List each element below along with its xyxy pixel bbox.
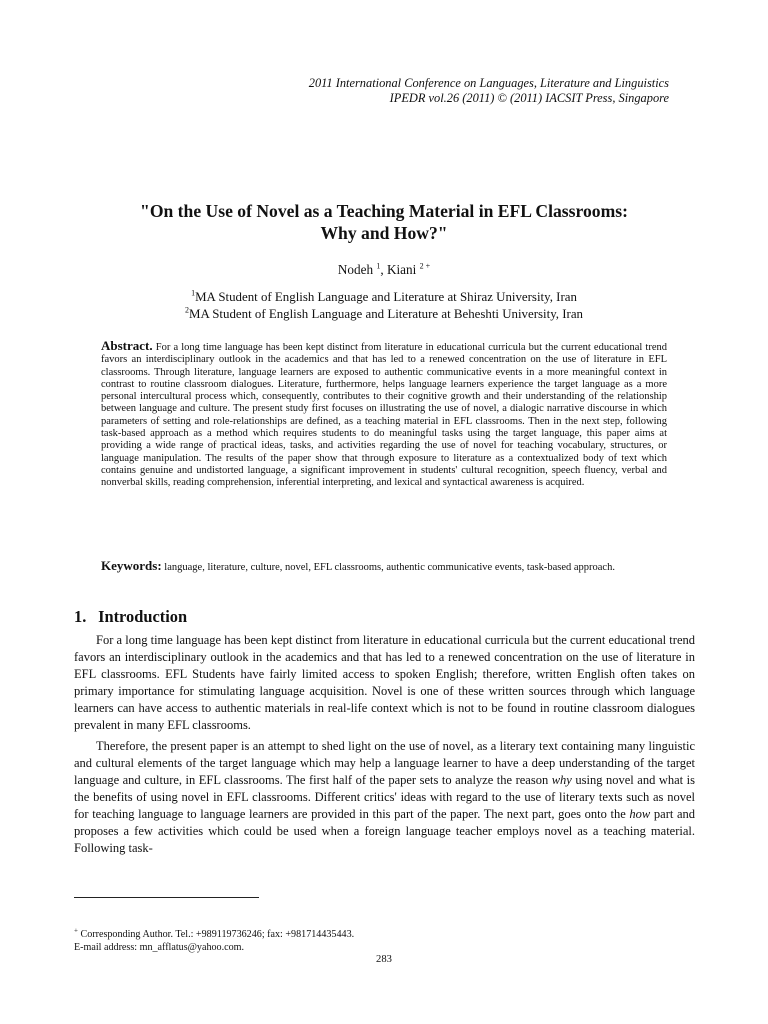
affiliation-1: [74, 289, 694, 306]
footnote-line-1: [74, 928, 574, 941]
body-paragraph: [74, 632, 695, 735]
page-number: 283: [376, 954, 392, 965]
affiliations: [74, 289, 694, 323]
keywords-label: Keywords:: [101, 558, 162, 573]
body-text: [74, 632, 695, 860]
abstract-text: For a long time language has been kept distinct from literature in educational curricula but the current educational trend favors an interdisciplinary outlook in the academics and that has led to a renewed concentration on the use of literature in EFL classrooms. Through literature, language learners are exposed to authentic communicative events in a more meaningful context in contrast to routine classroom dialogues. Literature, furthermore, helps language learners experience the target language as a more personal intercultural process which, consequently, contributes to their cognitive growth and their understanding of the relationship between language and culture. The present study first focuses on illustrating the use of novel, a dialogic narrative discourse in which parameters of setting and role-relationships are defined, as a teaching material in EFL classrooms. Then in the next step, following task-based approach as a method which requires students to do meaningful tasks using the target language, this paper aims at providing a wide range of practical ideas, tasks, and activities regarding the use of novel for teaching vocabulary, structures, or language manipulation. The results of the paper show that through exposure to literature as a contextualized body of text which contains genuine and undistorted language, a significant improvement in students' cultural recognition, speech fluency, verbal and nonverbal skills, reading comprehension, inferential interpreting, and lexical and syntactical awareness is acquired.: [101, 342, 668, 489]
emphasis-text: how: [629, 806, 651, 821]
conference-header: [69, 76, 669, 106]
affiliation-2-marker: 2: [184, 305, 189, 315]
affiliation-1-text: MA Student of English Language and Literature at Shiraz University, Iran: [195, 290, 577, 304]
author-separator: ,: [380, 262, 387, 277]
keywords-text: language, literature, culture, novel, EFL classrooms, authentic communicative events, task-based approach.: [164, 562, 615, 573]
section-title: Introduction: [98, 607, 188, 626]
abstract-label: Abstract.: [101, 338, 153, 353]
body-paragraph: [74, 738, 695, 858]
affiliation-2-text: MA Student of English Language and Literature at Beheshti University, Iran: [188, 307, 584, 321]
section-heading: [74, 607, 187, 627]
author-1-name: Nodeh: [337, 262, 374, 277]
footnote-marker: +: [74, 926, 78, 935]
footnote-contact: Corresponding Author. Tel.: +989119736246; fax: +981714435443.: [77, 929, 355, 940]
footnote-email: E-mail address: mn_afflatus@yahoo.com.: [74, 942, 245, 953]
section-number: 1.: [74, 607, 87, 626]
author-1-marker: 1: [376, 261, 381, 271]
affiliation-2: [74, 306, 694, 323]
keywords: [101, 560, 667, 575]
paragraph-text: For a long time language has been kept distinct from literature in educational curricula but the current educational trend favors an interdisciplinary outlook in the academics and that has led to a renewed concentration on the use of literature in EFL classrooms. EFL Students have fairly limited access to spoken English; therefore, written English often takes on primary importance for stimulating language acquisition. Novel is one of these written sources through which language learners can have access to authentic materials in real-life context which is not to be found in routine classroom dialogues prevalent in many EFL classrooms.: [74, 633, 695, 733]
author-2-marker: 2 +: [419, 261, 431, 271]
paragraph-text: Therefore, the present paper is an attempt to shed light on the use of novel, as a literary text containing many linguistic and cultural elements of the target language which may help a language learner to have a deep understanding of the target language and culture, in EFL classrooms. The first half of the paper sets to analyze the reason: [74, 738, 695, 787]
paragraph-text: using novel and what is the benefits of using novel in EFL classrooms. Different critics' ideas with regard to the use of literary texts such as novel for teaching language to language learners are provided in this part of the paper. The next part, goes onto the: [74, 772, 695, 821]
affiliation-1-marker: 1: [191, 288, 196, 298]
abstract: [101, 340, 667, 490]
title-line-2: Why and How?": [320, 223, 448, 243]
footnote-rule: [74, 897, 259, 898]
author-2-name: Kiani: [386, 262, 417, 277]
title-line-1: "On the Use of Novel as a Teaching Material in EFL Classrooms:: [140, 201, 628, 221]
conference-name: 2011 International Conference on Languages, Literature and Linguistics: [308, 76, 669, 90]
paragraph-text: part and proposes a few activities which could be used when a foreign language teacher employs novel as a teaching material. Following task-: [74, 806, 695, 856]
paper-title: [74, 200, 694, 244]
emphasis-text: why: [551, 772, 572, 787]
author-list: [74, 262, 694, 278]
proceedings-info: IPEDR vol.26 (2011) © (2011) IACSIT Press, Singapore: [389, 91, 669, 105]
footnote: [74, 928, 574, 954]
